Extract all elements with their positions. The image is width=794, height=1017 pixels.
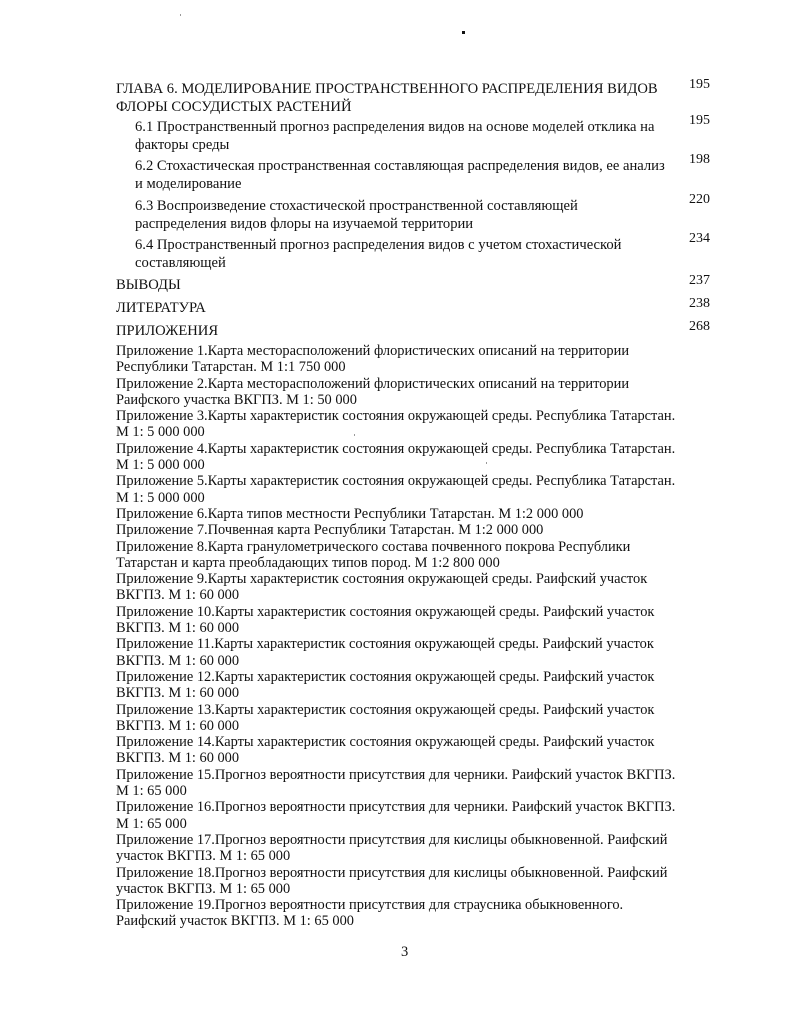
appendix-item-4[interactable]: Приложение 4.Карты характеристик состояния окружающей среды. Республика Татарстан. М 1: 5 000 000 xyxy=(116,440,676,474)
toc-conclusions[interactable] xyxy=(116,273,712,294)
toc-page-ref: 268 xyxy=(689,319,710,334)
toc-chapter-title: ГЛАВА 6. МОДЕЛИРОВАНИЕ ПРОСТРАНСТВЕННОГО РАСПРЕДЕЛЕНИЯ ВИДОВ ФЛОРЫ СОСУДИСТЫХ РАСТЕНИЙ xyxy=(116,81,658,115)
appendix-item-19[interactable]: Приложение 19.Прогноз вероятности присутствия для страусника обыкновенного. Раифский участок ВКГПЗ. М 1: 65 000 xyxy=(116,897,624,930)
appendix-item-12[interactable]: Приложение 12.Карты характеристик состояния окружающей среды. Раифский участок ВКГПЗ. М 1: 60 000 xyxy=(116,668,655,702)
toc-entry-title: ВЫВОДЫ xyxy=(116,277,181,293)
toc-page-ref: 220 xyxy=(689,192,710,207)
appendix-item-16[interactable]: Приложение 16.Прогноз вероятности присутствия для черники. Раифский участок ВКГПЗ. М 1: 65 000 xyxy=(116,799,676,832)
toc-section-6-2[interactable] xyxy=(135,152,712,193)
toc-section-title: 6.4 Пространственный прогноз распределения видов с учетом стохастической составляющей xyxy=(135,237,622,271)
toc-section-6-3[interactable] xyxy=(135,192,712,233)
appendix-item-1[interactable]: Приложение 1.Карта месторасположений флористических описаний на территории Республики Татарстан. М 1:1 750 000 xyxy=(116,343,630,376)
toc-page-ref: 238 xyxy=(689,296,710,311)
toc-section-title: 6.1 Пространственный прогноз распределения видов на основе моделей отклика на факторы среды xyxy=(135,119,655,153)
toc-section-title: 6.3 Воспроизведение стохастической пространственной составляющей распределения видов флоры на изучаемой территории xyxy=(135,198,578,232)
appendix-item-9[interactable]: Приложение 9.Карты характеристик состояния окружающей среды. Раифский участок ВКГПЗ. М 1: 60 000 xyxy=(116,571,648,604)
appendix-item-18[interactable]: Приложение 18.Прогноз вероятности присутствия для кислицы обыкновенной. Раифский участок ВКГПЗ. М 1: 65 000 xyxy=(116,864,668,897)
toc-section-6-4[interactable] xyxy=(135,231,712,272)
toc-literature[interactable] xyxy=(116,296,712,317)
toc-entry-title: ЛИТЕРАТУРА xyxy=(116,300,206,316)
appendix-item-8[interactable]: Приложение 8.Карта гранулометрического состава почвенного покрова Республики Татарстан и карта преобладающих типов пород. М 1:2 800 000 xyxy=(116,538,631,571)
toc-page-ref: 195 xyxy=(689,113,710,128)
appendix-item-7[interactable]: Приложение 7.Почвенная карта Республики Татарстан. М 1:2 000 000 xyxy=(116,522,544,539)
appendix-item-2[interactable]: Приложение 2.Карта месторасположений флористических описаний на территории Раифского участка ВКГПЗ. М 1: 50 000 xyxy=(116,375,630,408)
toc-page-ref: 195 xyxy=(689,77,710,92)
appendix-item-17[interactable]: Приложение 17.Прогноз вероятности присутствия для кислицы обыкновенной. Раифский участок ВКГПЗ. М 1: 65 000 xyxy=(116,831,668,865)
appendix-item-14[interactable]: Приложение 14.Карты характеристик состояния окружающей среды. Раифский участок ВКГПЗ. М 1: 60 000 xyxy=(116,734,655,767)
appendix-item-15[interactable]: Приложение 15.Прогноз вероятности присутствия для черники. Раифский участок ВКГПЗ. М 1: 65 000 xyxy=(116,766,676,800)
scan-dot-mark xyxy=(462,31,465,34)
toc-section-title: 6.2 Стохастическая пространственная составляющая распределения видов, ее анализ и моделирование xyxy=(135,158,665,192)
scan-speck xyxy=(180,14,181,16)
toc-chapter-6[interactable] xyxy=(116,77,712,116)
toc-section-6-1[interactable] xyxy=(135,113,712,154)
appendix-item-3[interactable]: Приложение 3.Карты характеристик состояния окружающей среды. Республика Татарстан. М 1: 5 000 000 xyxy=(116,408,676,441)
toc-page-ref: 198 xyxy=(689,152,710,167)
toc-appendices[interactable] xyxy=(116,319,712,340)
appendix-item-5[interactable]: Приложение 5.Карты характеристик состояния окружающей среды. Республика Татарстан. М 1: 5 000 000 xyxy=(116,473,676,506)
appendix-item-13[interactable]: Приложение 13.Карты характеристик состояния окружающей среды. Раифский участок ВКГПЗ. М 1: 60 000 xyxy=(116,701,655,734)
appendix-item-10[interactable]: Приложение 10.Карты характеристик состояния окружающей среды. Раифский участок ВКГПЗ. М 1: 60 000 xyxy=(116,603,655,637)
page-number: 3 xyxy=(401,944,409,960)
appendix-item-11[interactable]: Приложение 11.Карты характеристик состояния окружающей среды. Раифский участок ВКГПЗ. М 1: 60 000 xyxy=(116,636,654,669)
appendix-list xyxy=(116,343,686,930)
appendix-item-6[interactable]: Приложение 6.Карта типов местности Республики Татарстан. М 1:2 000 000 xyxy=(116,505,584,522)
toc-entry-title: ПРИЛОЖЕНИЯ xyxy=(116,323,219,339)
toc-page-ref: 234 xyxy=(689,231,710,246)
toc-page-ref: 237 xyxy=(689,273,710,288)
